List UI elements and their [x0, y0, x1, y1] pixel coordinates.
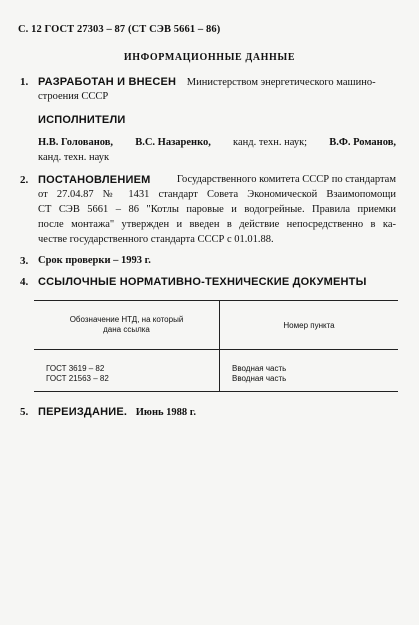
executor-degree: канд. техн. наук; [233, 137, 308, 148]
table-header-row [34, 301, 398, 350]
table-doc-2: ГОСТ 21563 – 82 [46, 374, 109, 383]
executor-1: Н.В. Голованов, [38, 137, 114, 148]
page-header: С. 12 ГОСТ 27303 – 87 (СТ СЭВ 5661 – 86) [18, 24, 221, 35]
table-items-cell [220, 350, 399, 392]
section-2-line2: от 27.04.87 № 1431 стандарт Совета Экономической Взаимопомощи [38, 189, 396, 200]
section-2-line1 [38, 174, 396, 186]
section-5-text: Июнь 1988 г. [135, 407, 197, 418]
table-row [34, 350, 398, 392]
table-header-document [34, 301, 220, 350]
section-4-heading: ССЫЛОЧНЫЕ НОРМАТИВНО-ТЕХНИЧЕСКИЕ ДОКУМЕНТЫ [38, 276, 367, 288]
page-title: ИНФОРМАЦИОННЫЕ ДАННЫЕ [123, 52, 296, 63]
section-1-line1 [38, 76, 376, 88]
section-5-line [38, 406, 196, 418]
section-2-line4: после монтажа" утвержден и введен в действие непосредственно в ка- [38, 219, 396, 230]
table-header-document-line1: Обозначение НТД, на который [69, 315, 184, 324]
section-1-heading: РАЗРАБОТАН И ВНЕСЕН [38, 76, 177, 88]
section-1-text: Министерством энергетического машино- [186, 77, 376, 88]
executors-line1 [38, 137, 396, 148]
executor-2: В.С. Назаренко, [135, 137, 211, 148]
table-docs-cell [34, 350, 220, 392]
table-header-item: Номер пункта [220, 301, 399, 350]
table-doc-1: ГОСТ 3619 – 82 [46, 364, 105, 373]
section-2-line3: СТ СЭВ 5661 – 86 "Котлы паровые и водогрейные. Правила приемки [38, 204, 396, 215]
section-1-line2: строения СССР [38, 91, 109, 102]
section-5-number: 5. [20, 406, 29, 418]
executor-3: В.Ф. Романов, [329, 137, 396, 148]
executors-line2: канд. техн. наук [38, 152, 110, 163]
section-2-line5: честве государственного стандарта СССР с 01.01.88. [38, 234, 274, 245]
executors-heading: ИСПОЛНИТЕЛИ [38, 114, 126, 126]
section-2-number: 2. [20, 174, 29, 186]
references-table [34, 300, 398, 392]
section-2-heading: ПОСТАНОВЛЕНИЕМ [38, 174, 151, 186]
section-4-number: 4. [20, 276, 29, 288]
table-item-1: Вводная часть [232, 364, 287, 373]
section-2-text1: Государственного комитета СССР по стандартам [176, 174, 396, 185]
section-3-number: 3. [20, 255, 29, 267]
table-header-document-line2: дана ссылка [103, 325, 150, 334]
section-3-text: Срок проверки – 1993 г. [38, 255, 151, 266]
table-item-2: Вводная часть [232, 374, 287, 383]
section-5-heading: ПЕРЕИЗДАНИЕ. [38, 406, 128, 418]
section-1-number: 1. [20, 76, 29, 88]
